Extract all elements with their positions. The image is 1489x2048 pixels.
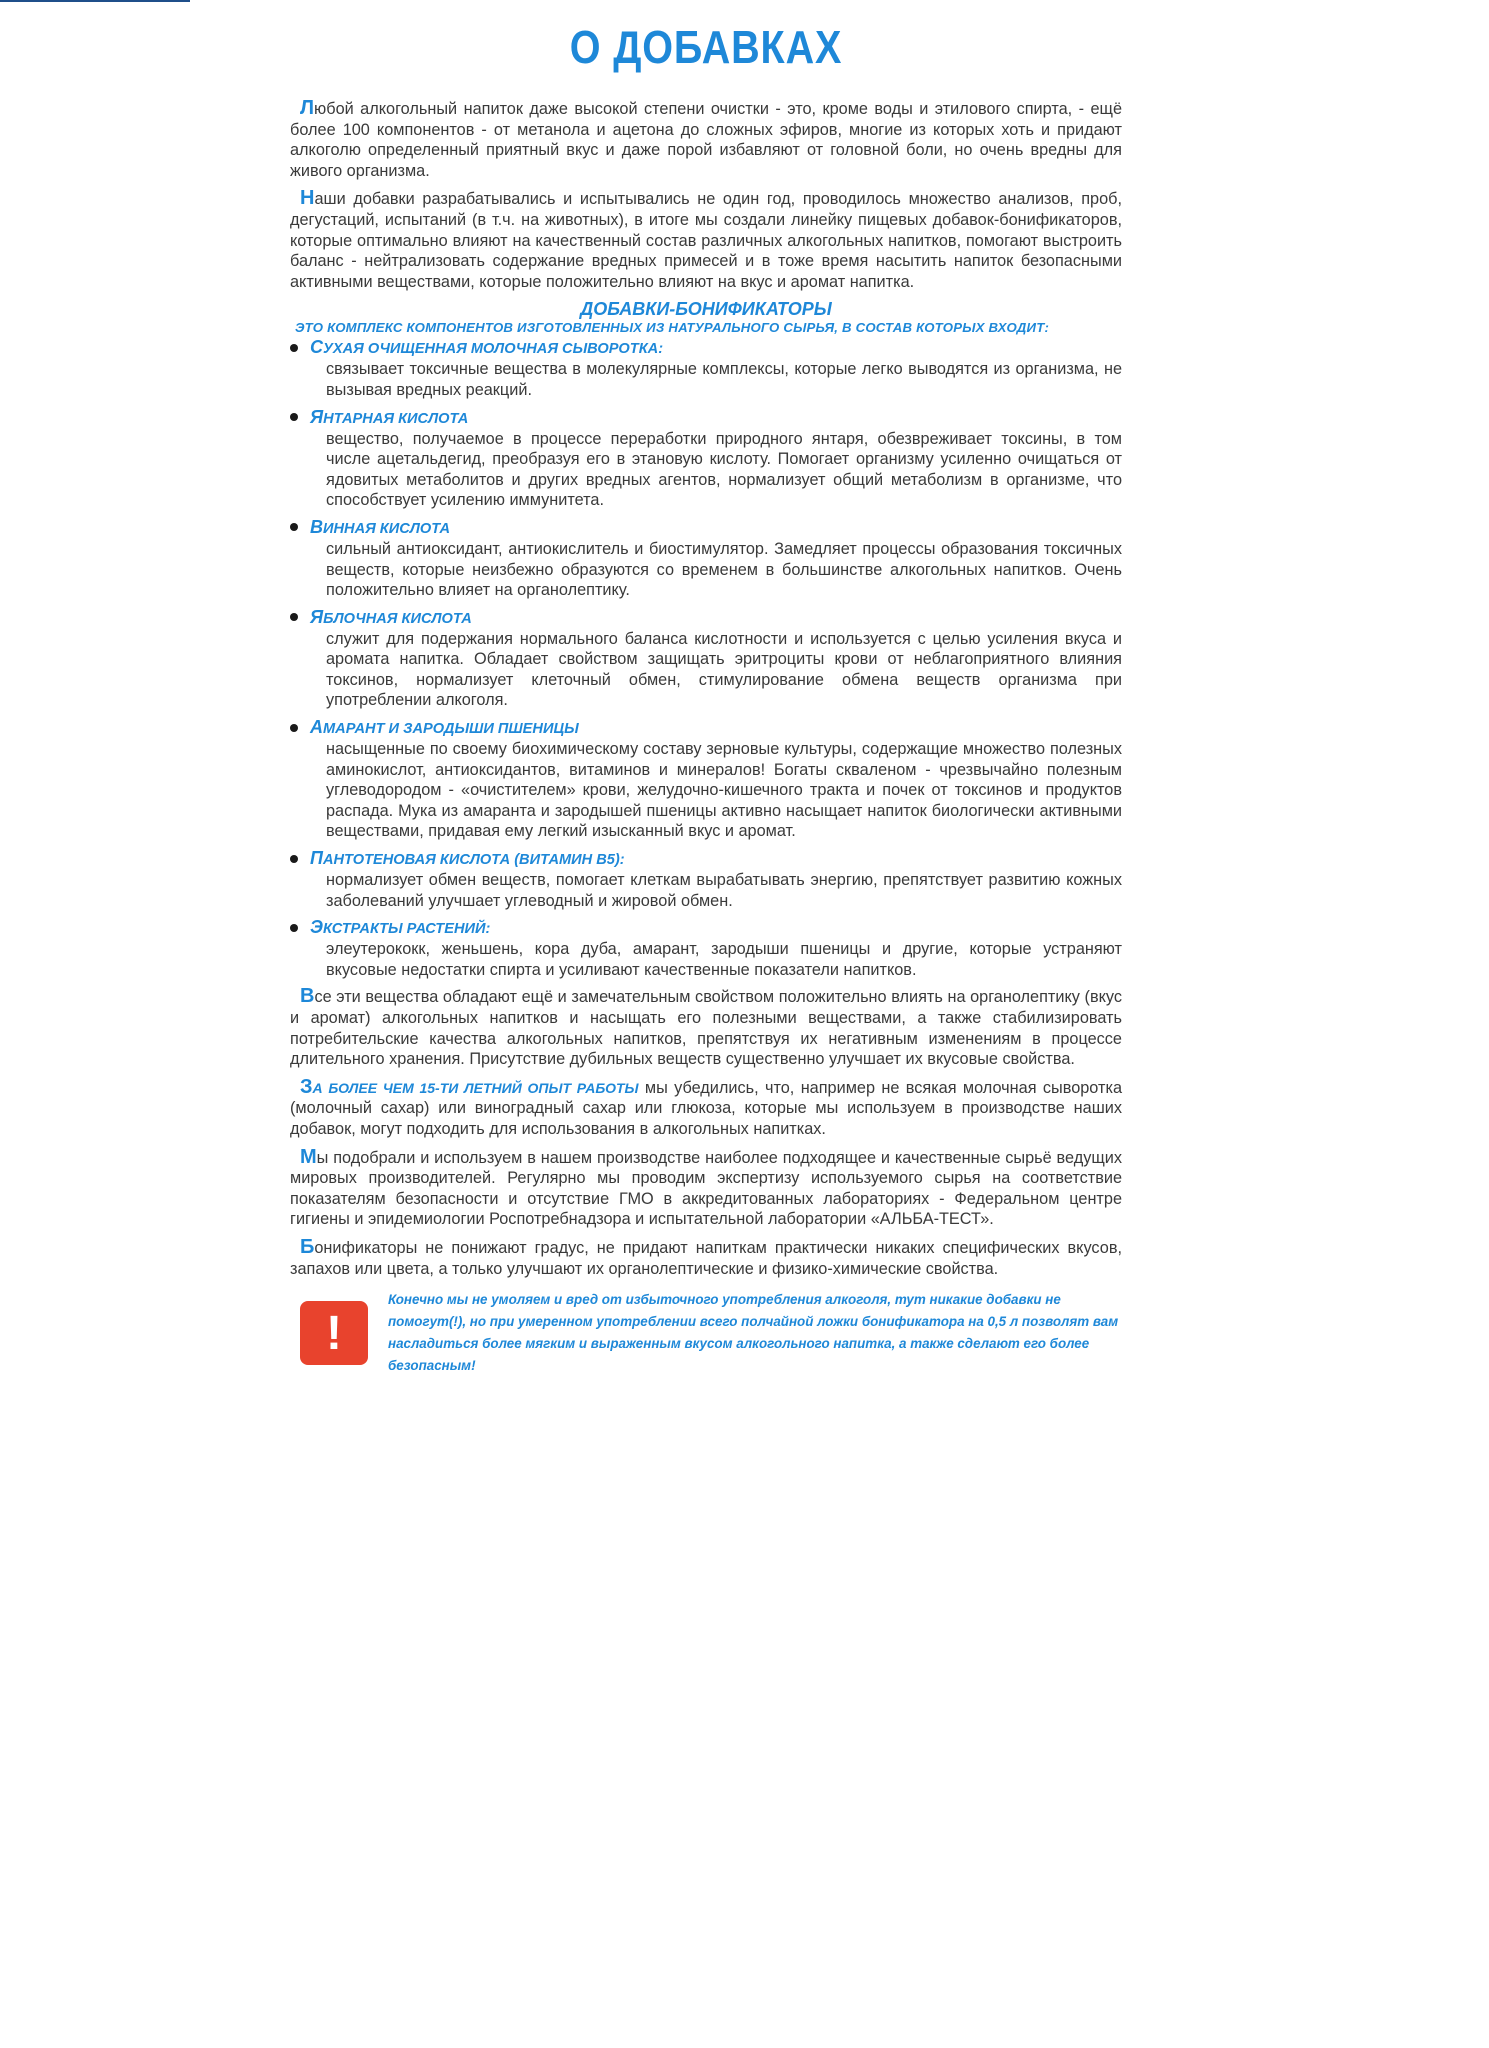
paragraph-text: се эти вещества обладают ещё и замечательным свойством положительно влиять на органолептику (вкус и аромат) алкогольных напитков и насыщать его полезными веществами, а также стабилизировать потребительские качества алкогольных напитков, препятствуя их негативным изменениям в процессе длительного хранения. Присутствие дубильных веществ существенно улучшает их вкусовые свойства. bbox=[290, 988, 1122, 1069]
ingredient-description: связывает токсичные вещества в молекулярные комплексы, которые легко выводятся из организма, не вызывая вредных реакций. bbox=[326, 360, 1122, 399]
ingredient-item bbox=[290, 517, 1122, 601]
ingredient-item bbox=[290, 407, 1122, 511]
ingredient-name: ЯНТАРНАЯ КИСЛОТА bbox=[310, 406, 469, 427]
bullet-icon bbox=[290, 523, 298, 531]
outro-paragraph-2 bbox=[290, 1077, 1122, 1140]
ingredient-name: ЭКСТРАКТЫ РАСТЕНИЙ: bbox=[310, 917, 491, 938]
ingredient-item bbox=[290, 607, 1122, 711]
highlight-lead: А БОЛЕЕ ЧЕМ 15-ТИ ЛЕТНИЙ ОПЫТ РАБОТЫ bbox=[312, 1079, 639, 1096]
ingredient-description: вещество, получаемое в процессе переработки природного янтаря, обезвреживает токсины, в том числе ацетальдегид, преобразуя его в этановую кислоту. Помогает организму усиленно очищаться от ядовитых метаболитов и других вредных агентов, нормализует общий метаболизм в организме, что способствует усилению иммунитета. bbox=[326, 429, 1122, 510]
ingredient-item bbox=[290, 337, 1122, 400]
paragraph-text: онификаторы не понижают градус, не придают напиткам практически никаких специфических вкусов, запахов или цвета, а только улучшают их органолептические и физико-химические свойства. bbox=[290, 1238, 1122, 1278]
drop-cap: З bbox=[300, 1075, 313, 1098]
ingredient-name: АМАРАНТ И ЗАРОДЫШИ ПШЕНИЦЫ bbox=[310, 717, 579, 738]
ingredient-item bbox=[290, 717, 1122, 842]
document bbox=[290, 20, 1122, 1377]
page-title: О ДОБАВКАХ bbox=[569, 21, 843, 73]
paragraph-text: мы убедились, что, например не всякая молочная сыворотка (молочный сахар) или виноградный сахар или глюкоза, которые мы используем в производстве наших добавок, могут подходить для использования в алкогольных напитках. bbox=[290, 1078, 1122, 1138]
ingredient-description: элеутерококк, женьшень, кора дуба, амарант, зародыши пшеницы и другие, которые устраняют вкусовые недостатки спирта и усиливают качественные показатели напитков. bbox=[326, 940, 1122, 979]
scan-edge-mark bbox=[0, 0, 190, 2]
warning-note bbox=[290, 1289, 1122, 1377]
paragraph-text: аши добавки разрабатывались и испытывались не один год, проводилось множество анализов, проб, дегустаций, испытаний (в т.ч. на животных), в итоге мы создали линейку пищевых добавок-бонификаторов, которые оптимально влияют на качественный состав различных алкогольных напитков, помогают выстроить баланс - нейтрализовать содержание вредных примесей и в тоже время насытить напиток безопасными активными веществами, которые положительно влияют на вкус и аромат напитка. bbox=[290, 190, 1122, 291]
drop-cap: Л bbox=[300, 97, 315, 119]
section-subtitle: ЭТО КОМПЛЕКС КОМПОНЕНТОВ ИЗГОТОВЛЕННЫХ ИЗ НАТУРАЛЬНОГО СЫРЬЯ, В СОСТАВ КОТОРЫХ ВХОДИТ: bbox=[295, 320, 1050, 336]
section-title: ДОБАВКИ-БОНИФИКАТОРЫ bbox=[580, 299, 832, 320]
drop-cap: Б bbox=[300, 1235, 315, 1258]
ingredient-name: ЯБЛОЧНАЯ КИСЛОТА bbox=[310, 606, 472, 627]
bullet-icon bbox=[290, 724, 298, 732]
ingredient-item bbox=[290, 917, 1122, 980]
drop-cap: В bbox=[300, 985, 315, 1008]
ingredient-name: ВИННАЯ КИСЛОТА bbox=[310, 516, 451, 537]
intro-paragraph-2 bbox=[290, 188, 1122, 292]
bullet-icon bbox=[290, 413, 298, 421]
outro-paragraph-3 bbox=[290, 1147, 1122, 1230]
ingredient-name: СУХАЯ ОЧИЩЕННАЯ МОЛОЧНАЯ СЫВОРОТКА: bbox=[310, 337, 664, 358]
ingredient-item bbox=[290, 848, 1122, 911]
warning-text: Конечно мы не умоляем и вред от избыточного употребления алкоголя, тут никакие добавки не помогут(!), но при умеренном употреблении всего полчайной ложки бонификатора на 0,5 л позволят вам насладиться более мягким и выраженным вкусом алкогольного напитка, а также сделают его более безопасным! bbox=[388, 1292, 1119, 1374]
bullet-icon bbox=[290, 855, 298, 863]
ingredient-description: сильный антиоксидант, антиокислитель и биостимулятор. Замедляет процессы образования токсичных веществ, которые неизбежно образуются со временем в большинстве алкогольных напитков. Очень положительно влияет на органолептику. bbox=[326, 539, 1122, 600]
intro-paragraph-1 bbox=[290, 98, 1122, 181]
bullet-icon bbox=[290, 613, 298, 621]
paragraph-text: юбой алкогольный напиток даже высокой степени очистки - это, кроме воды и этилового спирта, - ещё более 100 компонентов - от метанола и ацетона до сложных эфиров, многие из которых хоть и придают алкоголю определенный приятный вкус и даже порой избавляют от головной боли, но очень вредны для живого организма. bbox=[290, 100, 1122, 180]
drop-cap: М bbox=[300, 1145, 317, 1168]
bullet-icon bbox=[290, 924, 298, 932]
outro-paragraph-4 bbox=[290, 1237, 1122, 1279]
paragraph-text: ы подобрали и используем в нашем производстве наиболее подходящее и качественные сырьё ведущих мировых производителей. Регулярно мы проводим экспертизу используемого сырья на соответствие показателям безопасности и отсутствие ГМО в аккредитованных лабораториях - Федеральном центре гигиены и эпидемиологии Роспотребнадзора и испытательной лаборатории «АЛЬБА-ТЕСТ». bbox=[290, 1148, 1122, 1229]
ingredient-description: нормализует обмен веществ, помогает клеткам вырабатывать энергию, препятствует развитию кожных заболеваний улучшает углеводный и жировой обмен. bbox=[326, 871, 1122, 910]
outro-paragraph-1 bbox=[290, 986, 1122, 1069]
drop-cap: Н bbox=[300, 187, 315, 210]
ingredient-description: служит для подержания нормального баланса кислотности и используется с целью усиления вкуса и аромата напитка. Обладает свойством защищать эритроциты крови от неблагоприятного влияния токсинов, нормализует клеточный обмен, стимулирование обмена веществ организма при употреблении алкоголя. bbox=[326, 629, 1122, 710]
warning-icon: ! bbox=[300, 1301, 368, 1365]
ingredient-description: насыщенные по своему биохимическому составу зерновые культуры, содержащие множество полезных аминокислот, антиоксидантов, витаминов и минералов! Богаты скваленом - чрезвычайно полезным углеводородом - «очистителем» крови, желудочно-кишечного тракта и почек от токсинов и продуктов распада. Мука из амаранта и зародышей пшеницы активно насыщает напиток биологически активными веществами, придавая ему легкий изысканный вкус и аромат. bbox=[326, 740, 1122, 841]
bullet-icon bbox=[290, 344, 298, 352]
ingredient-name: ПАНТОТЕНОВАЯ КИСЛОТА (ВИТАМИН В5): bbox=[310, 848, 625, 869]
